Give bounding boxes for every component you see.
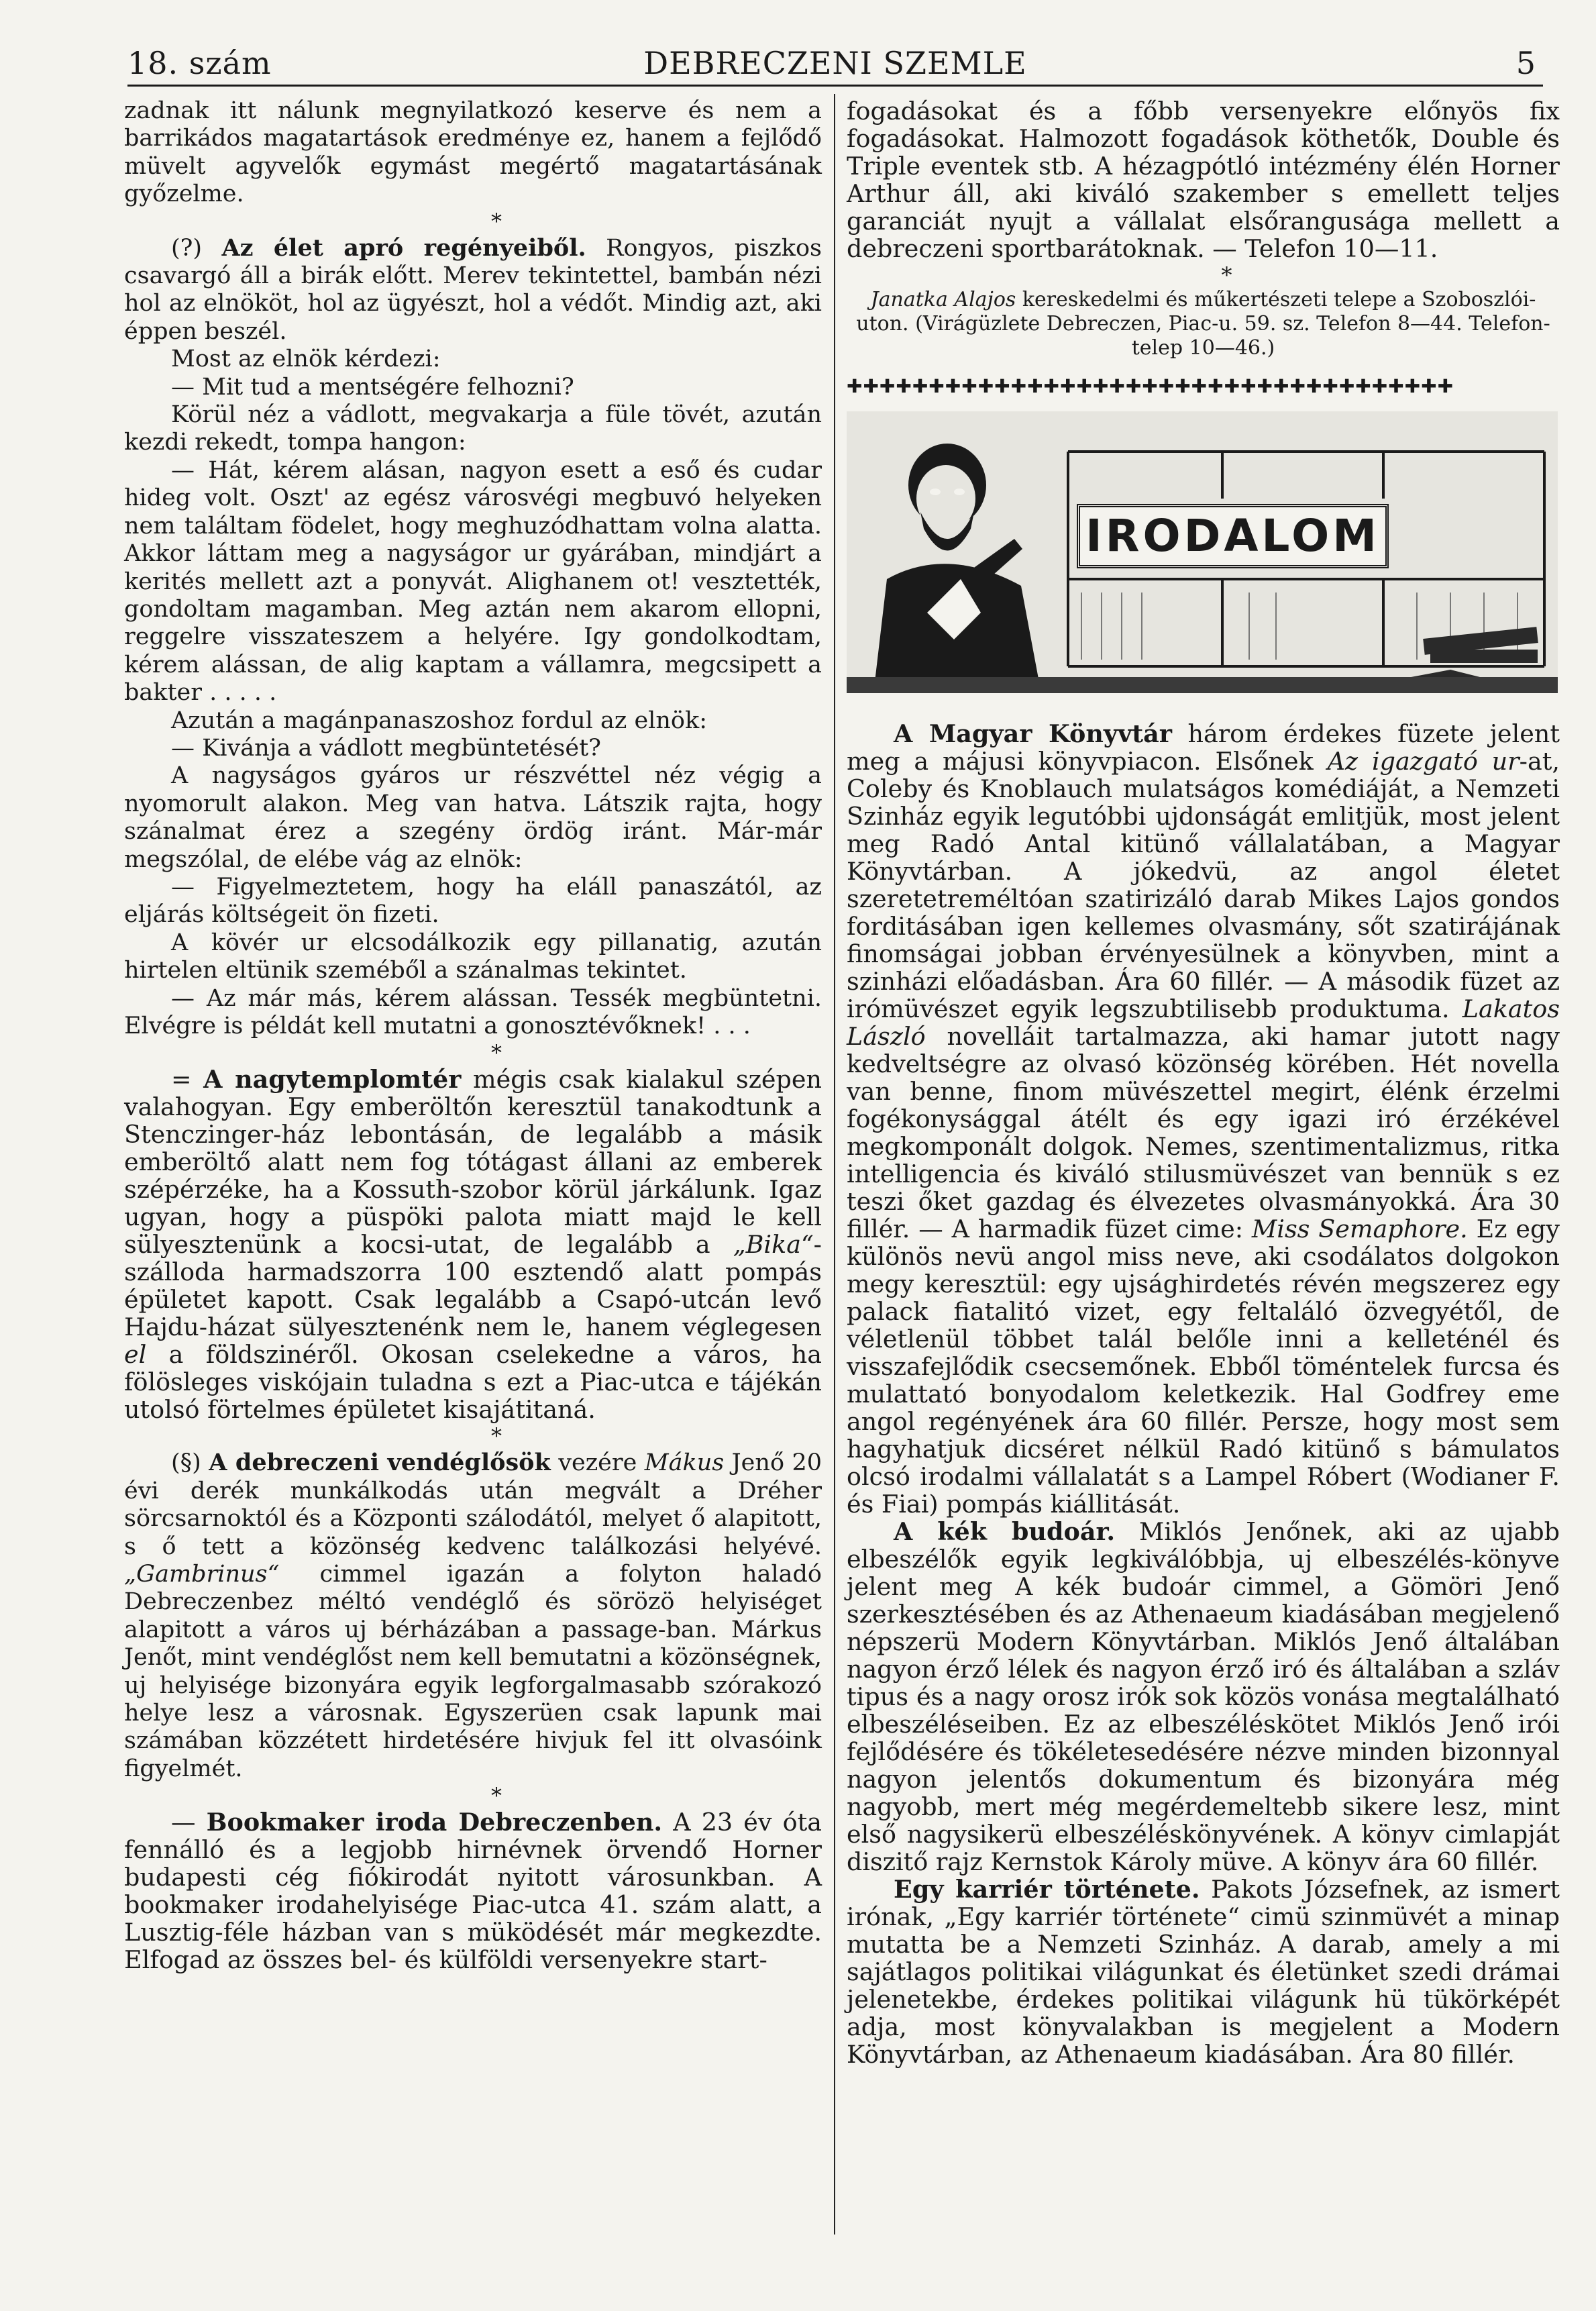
review-karrier — [847, 1876, 1560, 2068]
article-prefix: — — [171, 1808, 207, 1837]
article-text: három érdekes füzete jelent meg a májusi könyvpiacon. Elsőnek — [847, 719, 1560, 776]
article-text: Miklós Jenőnek, aki az ujabb elbeszélők egyik legkiválóbbja, uj elbeszélés-könyve jelent meg A kék budoár cimmel, a Gömöri Jenő szerkesztésében és az Athenaeum kiadásában megjelenő népszerü Modern Könyvtárban. Miklós Jenő általában nagyon érző lélek és nagyon érző iró és általában a szláv tipus és a nagy orosz irók sok közös vonása megtalálható elbeszéléseiben. Ez az elbeszéléskötet Miklós Jenő irói fejlődésére és tökéletesedésére nézve minden bizonnyal nagyon jelentős dokumentum és bizonyára még nagyobb, mert még megérdemeltebb sikere lesz, mint első nagysikerü elbeszéléskönyvének. A könyv cimlapját diszitő rajz Kernstok Károly müve. A könyv ára 60 fillér. — [847, 1517, 1560, 1876]
separator-star: * — [491, 208, 502, 234]
separator-star: * — [1221, 262, 1232, 288]
left-column — [124, 97, 822, 1973]
article-text: fogadásokat és a főbb versenyekre előnyös fix fogadásokat. Halmozott fogadások köthetők, Double és Triple eventek stb. A hézagpótló intézmény élén Horner Arthur áll, aki kiváló szakember s emellett teljes garanciát nyujt a vállalat elsőrangusága mellett a debreczeni sportbarátoknak. — Telefon 10—11. — [847, 97, 1560, 263]
article-text: Ez egy különös nevü angol miss neve, aki csodálatos dolgokon megy keresztül: egy ujsághirdetés révén megszerez egy palack fiatalitó vizet, egy feltaláló özvegyétől, de véletlenül többet talál belőle inni a kelleténél és visszafejlődik csecsemőnek. Ebből töméntelek furcsa és mulattató bonyodalom keletkezik. Hal Godfrey eme angol regényének ára 60 fillér. Persze, hogy most sem hagyhatjuk dicséret nélkül Radó kitünő s bámulatos olcsó irodalmi vállalatát s a Lampel Róbert (Wodianer F. és Fiai) pompás kiállitását. — [847, 1215, 1560, 1519]
review-kek-budoar — [847, 1518, 1560, 1876]
dialogue-line: — Figyelmeztetem, hogy ha eláll panaszától, az eljárás költségeit ön fizeti. — [124, 873, 822, 929]
decorative-cross-row: ✚✚✚✚✚✚✚✚✚✚✚✚✚✚✚✚✚✚✚✚✚✚✚✚✚✚✚✚✚✚✚✚✚✚✚✚✚ — [847, 375, 1454, 397]
article-title: A nagytemplomtér — [203, 1065, 462, 1094]
dialogue-line: — Kivánja a vádlott megbüntetését? — [171, 734, 601, 762]
ad-name: Janatka Alajos — [870, 288, 1016, 311]
article-text: -szálloda harmadszorra 100 esztendő alatt pompás épületet kapott. Csak legalább a Csapó-utcán levő Hajdu-házat sülyesztenénk nem le, hanem véglegesen — [124, 1230, 822, 1342]
article-continuation: zadnak itt nálunk megnyilatkozó keserve és nem a barrikádos magatartások eredménye ez, hanem a fejlődő müvelt agyvelők egymást megértő magatartásának győzelme. — [124, 97, 822, 208]
issue-number: 18. szám — [127, 45, 272, 81]
article-title: Egy karriér története. — [894, 1875, 1200, 1904]
dialogue-line: — Mit tud a mentségére felhozni? — [171, 373, 574, 401]
separator-star: * — [491, 1783, 502, 1809]
ad-body — [847, 288, 1560, 360]
article-title: A kék budoár. — [894, 1517, 1116, 1546]
book-title: Miss Semaphore. — [1251, 1215, 1468, 1243]
gambrinus-name: „Gambrinus“ — [124, 1561, 280, 1588]
paragraph: Azután a magánpanaszoshoz fordul az elnök: — [171, 707, 707, 734]
article-nagytemplomter — [124, 1066, 822, 1423]
page-number: 5 — [1515, 45, 1536, 81]
bika-name: „Bika“ — [733, 1230, 814, 1260]
review-magyar-konyvtar — [847, 720, 1560, 2068]
bookmaker-continuation — [847, 97, 1560, 262]
paragraph: A kövér ur elcsodálkozik egy pillanatig, azután hirtelen eltünik szeméből a szánalmas tekintet. — [124, 929, 822, 984]
dialogue-line: — Az már más, kérem alássan. Tessék megbüntetni. Elvégre is példát kell mutatni a gonosztévőknek! . . . — [124, 984, 822, 1039]
irodalom-illustration — [847, 411, 1558, 693]
article-eletregenyei — [124, 234, 822, 346]
emphasis-el: el — [124, 1340, 147, 1370]
column-divider — [834, 94, 835, 2235]
article-text: novelláit tartalmazza, aki hamar jutott nagy kedveltségre az olvasó közönség körében. Hét novella van benne, finom müvészettel megirt, élénk érzelmi fogékonysággal átélt és egy igazi iró érzékével megkomponált dolgok. Nemes, szentimentalizmus, ritka intelligencia és kiváló stilusmüvészet van bennük s ez teszi őket gazdag és élvezetes olvasmányokká. Ára 30 fillér. — A harmadik füzet cime: — [847, 1022, 1560, 1243]
article-text: Jenő 20 évi derék munkálkodás után megvált a Dréher sörcsarnoktól és a Központi szálodától, melyet ő alapitott, s ő tett a közönség kedvenc találkozási helyévé. — [124, 1449, 822, 1560]
separator-star: * — [491, 1040, 502, 1066]
article-body — [124, 1066, 822, 1423]
book-title: Az igazgató ur — [1327, 747, 1520, 776]
article-prefix: (?) — [171, 234, 222, 262]
article-text: Pakots Józsefnek, az ismert irónak, „Egy karriér története“ cimü szinmüvét a minap mutatta be a Nemzeti Szinház. A darab, amely a mi sajátlagos politikai világunkat és életünket szedi drámai jelenetekbe, érdekes politikai világunk hü tükörképét adja, most könyvalakban is megjelent a Modern Könyvtárban, az Athenaeum kiadásában. Ára 80 fillér. — [847, 1875, 1560, 2069]
article-prefix: (§) — [171, 1449, 209, 1477]
article-title: Az élet apró regényeiből. — [221, 234, 586, 262]
ad-text: kereskedelmi és műkertészeti telepe a Szoboszlói-uton. (Virágüzlete Debreczen, Piac-u. 59. sz. Telefon 8—44. Telefon-telep 10—46.) — [856, 288, 1550, 360]
article-prefix: = — [171, 1065, 204, 1094]
article-body — [847, 720, 1560, 1518]
author-name: Lakatos László — [847, 994, 1560, 1051]
article-text: A 23 év óta fennálló és a legjobb hirnévnek örvendő Horner budapesti cég fiókirodát nyitott városunkban. A bookmaker irodahelyisége Piac-utca 41. szám alatt, a Lusztig-féle házban van s müködését már megkezdte. Elfogad az összes bel- és külföldi versenyekre start- — [124, 1808, 822, 1975]
right-column — [847, 97, 1560, 2068]
article-title: A debreczeni vendéglősök — [209, 1449, 551, 1477]
paragraph: Körül néz a vádlott, megvakarja a füle tövét, azután kezdi rekedt, tompa hangon: — [124, 401, 822, 456]
section-title-irodalom: IRODALOM — [1077, 504, 1389, 568]
article-title: A Magyar Könyvtár — [894, 719, 1173, 748]
separator-star: * — [491, 1423, 502, 1449]
article-title: Bookmaker iroda Debreczenben. — [206, 1808, 663, 1837]
article-text: -at, Coleby és Knoblauch mulatságos komédiáját, a Nemzeti Szinház egyik legutóbbi ujdonságát emlitjük, most jelent meg Radó Antal kitünő vállalatában, a Magyar Könyvtárban. A jókedvü, az angol életet szeretetreméltóan szatirizáló darab Mikes Lajos gondos forditásában igen kellemes olvasmány, sőt szatirájának finomságai jobban érvényesülnek a könyvben, mint a szinházi előadásban. Ára 60 fillér. — A második füzet az irómüvészet egyik legszubtilisebb produktuma. — [847, 747, 1560, 1023]
newspaper-title: DEBRECZENI SZEMLE — [643, 45, 1027, 81]
page-header — [127, 44, 1543, 87]
article-vendeglosok — [124, 1449, 822, 1783]
paragraph: Most az elnök kérdezi: — [171, 346, 441, 373]
advertisement-janatka — [847, 288, 1560, 360]
article-text: Rongyos, piszkos csavargó áll a birák előtt. Merev tekintettel, bambán nézi hol az elnököt, hol az ügyészt, hol a védőt. Mindig azt, aki éppen beszél. — [124, 234, 822, 345]
article-text: mégis csak kialakul szépen valahogyan. Egy emberöltőn keresztül tanakodtunk a Stenczinger-ház lebontásán, de legalább a másik emberöltő alatt nem fog tótágast állani az emberek szépérzéke, ha a Kossuth-szobor körül járkálunk. Igaz ugyan, hogy a püspöki palota miatt majd le kell sülyesztenünk a kocsi-utat, de legalább a — [124, 1065, 822, 1260]
article-text: a földszinéről. Okosan cselekedne a város, ha fölösleges viskójain tuladna s ezt a Piac-utca e tájékán utolsó förtelmes épületet kisajátitaná. — [124, 1340, 822, 1425]
article-body — [124, 1808, 822, 1973]
article-text: cimmel igazán a folyton haladó Debreczenbez méltó vendéglő és sörözö helyiséget alapitott a város uj bérházában a passage-ban. Márkus Jenőt, mint vendéglőst nem kell bemutatni a közönségnek, uj helyisége bizonyára egyik legforgalmasabb szórakozó helye lesz a városnak. Egyszerüen csak lapunk mai számában közzétett hirdetésére hivjuk fel itt olvasóink figyelmét. — [124, 1561, 822, 1782]
article-text: vezére — [550, 1449, 645, 1477]
person-name: Mákus — [644, 1449, 725, 1477]
paragraph: A nagyságos gyáros ur részvéttel néz végig a nyomorult alakon. Meg van hatva. Látszik rajta, hogy szánalmat érez a szegény ördög iránt. Már-már megszólal, de elébe vág az elnök: — [124, 762, 822, 873]
article-bookmaker — [124, 1808, 822, 1973]
dialogue-line: — Hát, kérem alásan, nagyon esett a eső és cudar hideg volt. Oszt' az egész városvégi megbuvó helyeken nem találtam födelet, hogy meghuzódhattam volna alatta. Akkor láttam meg a nagyságor ur gyárában, mindjárt a kerités mellett azt a ponyvát. Alighanem ot! vesztették, gondoltam magamban. Meg aztán nem akarom ellopni, reggelre visszateszem a helyére. Igy gondolkodtam, kérem alássan, de alig kaptam a vállamra, megcsipett a bakter . . . . . — [124, 456, 822, 707]
